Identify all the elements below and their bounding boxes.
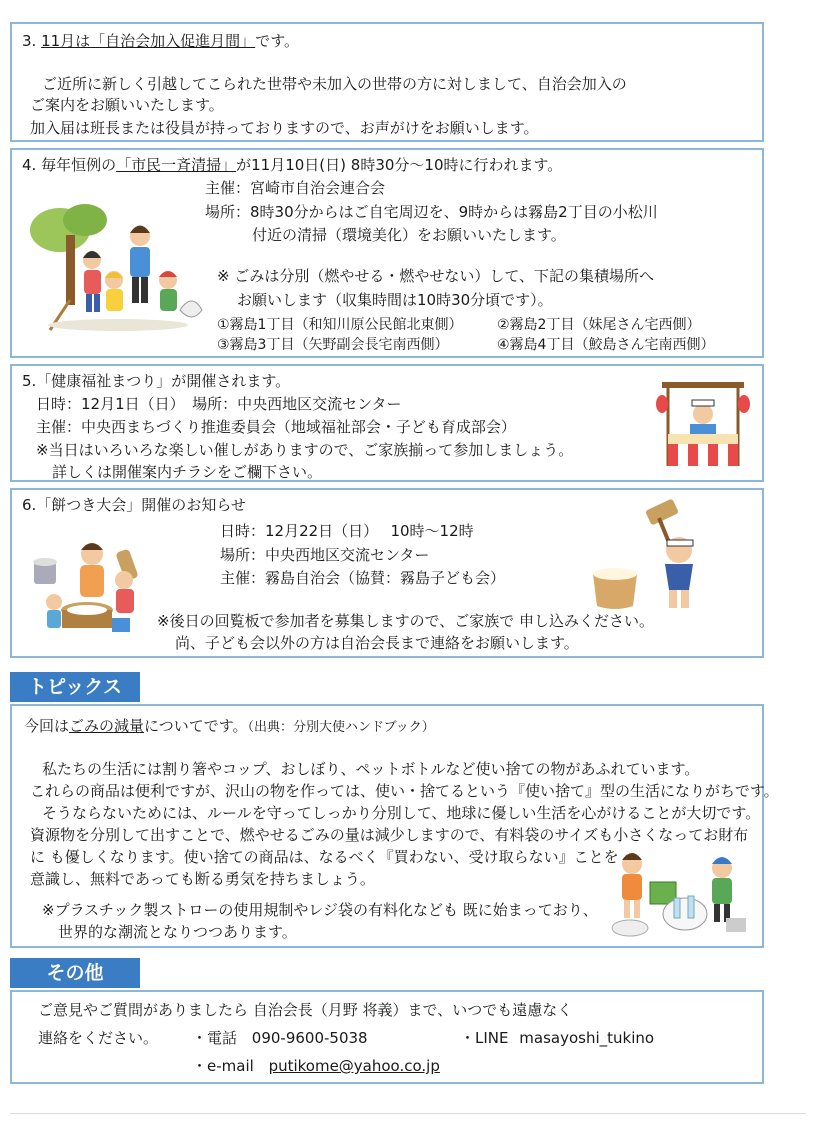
email-label: ・e-mail (192, 1057, 254, 1075)
section-6-place: 場所：中央西地区交流センター (220, 546, 430, 564)
section-3-paragraph-1: ご近所に新しく引越してこられた世帯や未加入の世帯の方に対しまして、自治会加入の (42, 75, 627, 93)
section-4-title (22, 155, 562, 175)
topics-intro (24, 716, 435, 737)
section-3-paragraph-2: ご案内をお願いいたします。 (30, 96, 224, 114)
topics-line-1: 私たちの生活には割り箸やコップ、おしぼり、ペットボトルなど使い捨ての物があふれています。 (42, 760, 700, 778)
section-4-title-pre: 毎年恒例の (41, 156, 117, 174)
section-3-title (22, 31, 299, 51)
collection-spot-2: ②霧島2丁目（妹尾さん宅西側） (497, 317, 701, 333)
section-4-place-1: 場所：8時30分からはご自宅周辺を、9時からは霧島2丁目の小松川 (205, 203, 658, 221)
section-4-organizer: 主催：宮崎市自治会連合会 (205, 179, 386, 197)
topics-line-6: 意識し、無料であっても断る勇気を持ちましょう。 (30, 870, 375, 888)
topics-line-3: そうならないためには、ルールを守ってしっかり分別して、地球に優しい生活を心がけることが大切です。 (42, 804, 761, 822)
festival-stall-illustration (654, 378, 752, 468)
section-4-title-text: 「市民一斉清掃」 (116, 156, 237, 174)
topics-box (10, 704, 779, 948)
collection-spot-3: ③霧島3丁目（矢野副会長宅南西側） (217, 337, 449, 353)
phone-contact (192, 1028, 368, 1048)
topics-line-4: 資源物を分別して出すことで、燃やせるごみの量は減少しますので、有料袋のサイズも小さくなってお財布 (30, 826, 749, 844)
other-header: その他 (10, 958, 140, 988)
section-5-note-2: 詳しくは開催案内チラシをご欄下さい。 (52, 463, 323, 481)
other-line-1: ご意見やご質問がありましたら 自治会長（月野 将義）まで、いつでも遠慮なく (38, 1001, 573, 1019)
other-line-2: 連絡をください。 (38, 1029, 159, 1047)
mochi-pounding-family-illustration (32, 540, 147, 640)
phone-number: 090-9600-5038 (251, 1029, 368, 1047)
section-6-date: 日時：12月22日（日） 10時～12時 (220, 522, 474, 540)
section-5-title: 5.「健康福祉まつり」が開催されます。 (22, 372, 291, 390)
cleanup-children-illustration (30, 200, 200, 340)
topics-intro-post: についてです。 (144, 717, 248, 735)
section-6-box (10, 488, 764, 658)
section-6-title: 6.「餅つき大会」開催のお知らせ (22, 496, 246, 514)
section-3-number: 3. (22, 32, 37, 50)
section-5-note-1: ※当日はいろいろな楽しい催しがありますので、ご家族揃って参加しましょう。 (36, 441, 574, 459)
section-4-place-2: 付近の清掃（環境美化）をお願いいたします。 (252, 226, 566, 244)
section-4-title-tail: が11月10日(日) 8時30分～10時に行われます。 (236, 156, 563, 174)
collection-spot-1: ①霧島1丁目（和知川原公民館北東側） (217, 317, 463, 333)
section-4-box (10, 148, 764, 358)
topics-line-5: に も優しくなります。使い捨ての商品は、なるべく『買わない、受け取らない』ことを (30, 848, 619, 866)
section-4-note-2: お願いします（収集時間は10時30分頃です）。 (237, 291, 553, 309)
section-5-date-place: 日時：12月1日（日） 場所：中央西地区交流センター (36, 395, 402, 413)
topics-source: （出典：分別大使ハンドブック） (247, 720, 435, 735)
other-box (10, 990, 764, 1084)
section-5-box (10, 364, 764, 482)
topics-intro-underlined: ごみの減量 (69, 717, 145, 735)
collection-spot-4: ④霧島4丁目（鮫島さん宅南西側） (497, 337, 715, 353)
mochi-pounding-boy-illustration (587, 502, 707, 612)
phone-label: ・電話 (192, 1029, 238, 1047)
page-bottom-rule (10, 1113, 806, 1114)
section-3-title-tail: です。 (255, 32, 299, 50)
line-label: ・LINE (460, 1029, 509, 1047)
topics-note-2: 世界的な潮流となりつつあります。 (58, 923, 297, 941)
section-6-note-2: 尚、子ども会以外の方は自治会長まで連絡をお願いします。 (175, 634, 579, 652)
section-4-number: 4. (22, 156, 37, 174)
section-3-box (10, 22, 764, 142)
recycling-children-illustration (610, 848, 750, 940)
topics-intro-pre: 今回は (24, 717, 70, 735)
email-contact (192, 1056, 440, 1076)
section-5-organizer: 主催：中央西まちづくり推進委員会（地域福祉部会・子ども育成部会） (36, 418, 516, 436)
email-link[interactable]: putikome@yahoo.co.jp (268, 1057, 440, 1075)
topics-header: トピックス (10, 672, 140, 702)
line-id: masayoshi_tukino (519, 1029, 655, 1047)
line-contact (460, 1028, 654, 1048)
section-3-title-text: 11月は「自治会加入促進月間」 (41, 32, 256, 50)
topics-line-2: これらの商品は便利ですが、沢山の物を作っては、使い・捨てるという『使い捨て』型の生活になりがちです。 (30, 782, 779, 800)
section-6-note-1: ※後日の回覧板で参加者を募集しますので、ご家族で 申し込みください。 (157, 612, 655, 630)
topics-note-1: ※プラスチック製ストローの使用規制やレジ袋の有料化なども 既に始まっており、 (42, 901, 598, 919)
section-4-note-1: ※ ごみは分別（燃やせる・燃やせない）して、下記の集積場所へ (217, 267, 655, 285)
section-6-organizer: 主催：霧島自治会（協賛：霧島子ども会） (220, 569, 506, 587)
section-3-paragraph-3: 加入届は班長または役員が持っておりますので、お声がけをお願いします。 (30, 119, 539, 137)
